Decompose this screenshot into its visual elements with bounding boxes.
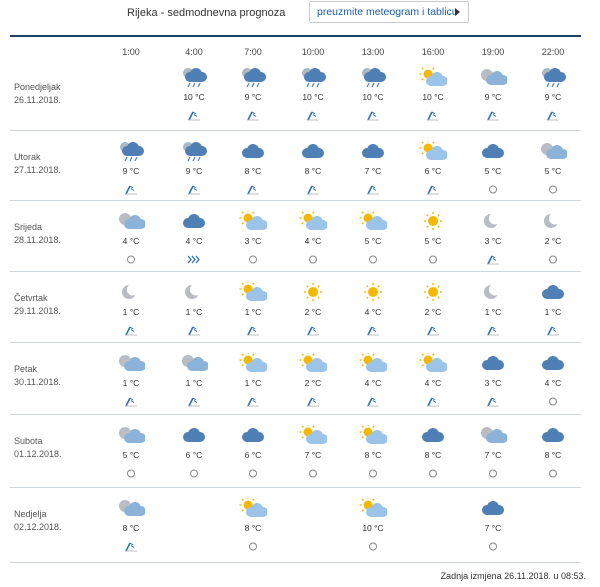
- moon-cloud-icon: [117, 425, 145, 445]
- sun-cloud-icon: [359, 425, 387, 445]
- sun-cloud-icon: [419, 67, 447, 87]
- forecast-day-row: [10, 201, 581, 272]
- wind-icon: [366, 108, 380, 119]
- time-label: 19:00: [481, 47, 505, 57]
- calm-icon: [306, 252, 320, 263]
- day-name: Ponedjeljak: [14, 82, 61, 92]
- forecast-cell: [109, 498, 153, 558]
- cloud-icon: [180, 425, 208, 445]
- forecast-cell: [531, 282, 575, 342]
- forecast-cell: [231, 353, 275, 413]
- forecast-day-row: [10, 488, 581, 562]
- temperature: 1 °C: [122, 307, 140, 317]
- day-name: Srijeda: [14, 222, 43, 232]
- calm-icon: [546, 182, 560, 193]
- sun-icon: [419, 282, 447, 302]
- cloud-rain-icon: [239, 67, 267, 87]
- wind-icon: [426, 108, 440, 119]
- wind-icon: [187, 108, 201, 119]
- forecast-cell: [231, 498, 275, 558]
- temperature: 8 °C: [364, 450, 382, 460]
- time-label: 13:00: [361, 47, 385, 57]
- temperature: 8 °C: [244, 166, 262, 176]
- forecast-cell: [109, 353, 153, 413]
- forecast-cell: [172, 353, 216, 413]
- day-label: [14, 363, 61, 389]
- temperature: 8 °C: [304, 166, 322, 176]
- time-label: 22:00: [541, 47, 565, 57]
- wind-icon: [246, 394, 260, 405]
- temperature: 9 °C: [544, 92, 562, 102]
- wind-icon: [366, 394, 380, 405]
- temperature: 3 °C: [484, 236, 502, 246]
- cloud-icon: [479, 498, 507, 518]
- download-button-label: preuzmite meteogram i tablicu: [317, 6, 458, 18]
- day-label: [14, 292, 61, 318]
- moon-icon: [117, 282, 145, 302]
- day-name: Subota: [14, 436, 43, 446]
- temperature: 5 °C: [364, 236, 382, 246]
- forecast-cell: [231, 211, 275, 271]
- forecast-cell: [109, 211, 153, 271]
- forecast-cell: [531, 211, 575, 271]
- temperature: 5 °C: [424, 236, 442, 246]
- calm-icon: [426, 252, 440, 263]
- calm-icon: [546, 252, 560, 263]
- calm-icon: [306, 466, 320, 477]
- cloud-icon: [539, 353, 567, 373]
- calm-icon: [486, 182, 500, 193]
- download-meteogram-button[interactable]: [309, 1, 469, 23]
- cloud-icon: [359, 141, 387, 161]
- cloud-rain-icon: [180, 67, 208, 87]
- sun-cloud-icon: [359, 498, 387, 518]
- cloud-icon: [239, 141, 267, 161]
- temperature: 4 °C: [364, 307, 382, 317]
- wind-icon: [426, 323, 440, 334]
- wind-icon: [486, 323, 500, 334]
- temperature: 1 °C: [122, 378, 140, 388]
- temperature: 6 °C: [244, 450, 262, 460]
- sun-cloud-icon: [419, 353, 447, 373]
- cloud-icon: [479, 353, 507, 373]
- forecast-cell: [471, 141, 515, 201]
- wind-icon: [486, 394, 500, 405]
- sun-cloud-icon: [299, 211, 327, 231]
- day-label: [14, 221, 61, 247]
- forecast-cell: [531, 425, 575, 485]
- forecast-cell: [351, 67, 395, 127]
- temperature: 2 °C: [304, 378, 322, 388]
- wind-icon: [306, 182, 320, 193]
- temperature: 4 °C: [424, 378, 442, 388]
- wind-icon: [246, 323, 260, 334]
- moon-icon: [479, 282, 507, 302]
- day-date: 01.12.2018.: [14, 449, 62, 459]
- forecast-cell: [109, 141, 153, 201]
- cloud-icon: [479, 141, 507, 161]
- sun-cloud-icon: [239, 498, 267, 518]
- day-date: 27.11.2018.: [14, 165, 61, 175]
- forecast-cell: [471, 67, 515, 127]
- page-header: [0, 0, 600, 30]
- wind-icon: [187, 182, 201, 193]
- forecast-cell: [411, 282, 455, 342]
- sun-icon: [359, 282, 387, 302]
- wind-icon: [124, 539, 138, 550]
- moon-cloud-icon: [479, 67, 507, 87]
- temperature: 4 °C: [364, 378, 382, 388]
- cloud-icon: [299, 141, 327, 161]
- wind-icon: [486, 108, 500, 119]
- cloud-rain-icon: [299, 67, 327, 87]
- page-title: Rijeka - sedmodnevna prognoza: [127, 7, 286, 19]
- temperature: 10 °C: [302, 92, 324, 102]
- temperature: 2 °C: [424, 307, 442, 317]
- wind-icon: [366, 182, 380, 193]
- forecast-cell: [471, 498, 515, 558]
- moon-icon: [180, 282, 208, 302]
- forecast-cell: [411, 425, 455, 485]
- forecast-cell: [172, 67, 216, 127]
- day-label: [14, 435, 62, 461]
- temperature: 4 °C: [185, 236, 203, 246]
- wind-icon: [306, 394, 320, 405]
- temperature: 2 °C: [304, 307, 322, 317]
- day-name: Nedjelja: [14, 509, 47, 519]
- wind-icon: [187, 394, 201, 405]
- calm-icon: [486, 466, 500, 477]
- calm-icon: [546, 466, 560, 477]
- forecast-day-row: [10, 343, 581, 415]
- temperature: 4 °C: [304, 236, 322, 246]
- moon-cloud-icon: [180, 353, 208, 373]
- temperature: 1 °C: [185, 378, 203, 388]
- temperature: 7 °C: [304, 450, 322, 460]
- day-date: 29.11.2018.: [14, 306, 61, 316]
- moon-icon: [539, 211, 567, 231]
- wind-icon: [546, 108, 560, 119]
- wind-icon: [486, 252, 500, 263]
- day-date: 26.11.2018.: [14, 95, 61, 105]
- temperature: 7 °C: [364, 166, 382, 176]
- time-label: 4:00: [185, 47, 203, 57]
- forecast-cell: [411, 211, 455, 271]
- forecast-cell: [172, 211, 216, 271]
- forecast-cell: [351, 498, 395, 558]
- day-label: [14, 508, 62, 534]
- sun-cloud-icon: [359, 353, 387, 373]
- cloud-rain-icon: [539, 67, 567, 87]
- forecast-cell: [291, 282, 335, 342]
- sun-cloud-icon: [359, 211, 387, 231]
- wind-icon: [124, 182, 138, 193]
- table-bottom-border: [10, 562, 581, 563]
- wind-icon: [366, 323, 380, 334]
- calm-icon: [426, 466, 440, 477]
- moon-cloud-icon: [479, 425, 507, 445]
- temperature: 1 °C: [244, 307, 262, 317]
- temperature: 3 °C: [244, 236, 262, 246]
- day-label: [14, 81, 61, 107]
- arrow-right-icon: [455, 8, 460, 16]
- forecast-cell: [471, 353, 515, 413]
- calm-icon: [187, 466, 201, 477]
- forecast-cell: [231, 425, 275, 485]
- gust-icon: [187, 252, 201, 263]
- forecast-cell: [411, 141, 455, 201]
- calm-icon: [246, 539, 260, 550]
- cloud-icon: [419, 425, 447, 445]
- temperature: 1 °C: [244, 378, 262, 388]
- forecast-cell: [291, 425, 335, 485]
- day-name: Utorak: [14, 152, 41, 162]
- sun-cloud-icon: [239, 211, 267, 231]
- moon-cloud-icon: [117, 353, 145, 373]
- temperature: 8 °C: [122, 523, 140, 533]
- temperature: 9 °C: [185, 166, 203, 176]
- forecast-cell: [172, 141, 216, 201]
- wind-icon: [187, 323, 201, 334]
- wind-icon: [426, 182, 440, 193]
- temperature: 7 °C: [484, 523, 502, 533]
- wind-icon: [246, 108, 260, 119]
- forecast-day-row: [10, 415, 581, 488]
- time-label: 7:00: [244, 47, 262, 57]
- time-label: 1:00: [122, 47, 140, 57]
- forecast-cell: [411, 67, 455, 127]
- day-name: Četvrtak: [14, 293, 48, 303]
- day-label: [14, 151, 61, 177]
- calm-icon: [366, 539, 380, 550]
- day-date: 30.11.2018.: [14, 377, 61, 387]
- temperature: 1 °C: [185, 307, 203, 317]
- forecast-cell: [471, 282, 515, 342]
- temperature: 9 °C: [484, 92, 502, 102]
- forecast-cell: [351, 141, 395, 201]
- forecast-cell: [172, 425, 216, 485]
- forecast-cell: [109, 282, 153, 342]
- cloud-rain-icon: [117, 141, 145, 161]
- day-date: 28.11.2018.: [14, 235, 61, 245]
- wind-icon: [124, 323, 138, 334]
- sun-icon: [299, 282, 327, 302]
- wind-icon: [124, 394, 138, 405]
- temperature: 5 °C: [122, 450, 140, 460]
- sun-cloud-icon: [299, 425, 327, 445]
- calm-icon: [124, 252, 138, 263]
- calm-icon: [124, 466, 138, 477]
- time-label: 10:00: [301, 47, 325, 57]
- cloud-icon: [180, 211, 208, 231]
- calm-icon: [246, 252, 260, 263]
- temperature: 6 °C: [185, 450, 203, 460]
- temperature: 10 °C: [362, 523, 384, 533]
- sun-cloud-icon: [299, 353, 327, 373]
- temperature: 10 °C: [362, 92, 384, 102]
- calm-icon: [486, 539, 500, 550]
- sun-cloud-icon: [419, 141, 447, 161]
- forecast-cell: [109, 425, 153, 485]
- forecast-cell: [291, 141, 335, 201]
- temperature: 7 °C: [484, 450, 502, 460]
- cloud-rain-icon: [180, 141, 208, 161]
- moon-cloud-icon: [117, 211, 145, 231]
- calm-icon: [546, 394, 560, 405]
- forecast-cell: [231, 282, 275, 342]
- forecast-cell: [351, 353, 395, 413]
- temperature: 8 °C: [424, 450, 442, 460]
- calm-icon: [246, 466, 260, 477]
- forecast-cell: [231, 141, 275, 201]
- temperature: 8 °C: [244, 523, 262, 533]
- forecast-day-row: [10, 131, 581, 201]
- sun-cloud-icon: [239, 353, 267, 373]
- last-updated-text: Zadnja izmjena 26.11.2018. u 08:53.: [440, 571, 586, 581]
- forecast-cell: [471, 211, 515, 271]
- cloud-icon: [539, 282, 567, 302]
- moon-cloud-icon: [539, 141, 567, 161]
- moon-icon: [479, 211, 507, 231]
- temperature: 5 °C: [484, 166, 502, 176]
- temperature: 5 °C: [544, 166, 562, 176]
- forecast-cell: [291, 211, 335, 271]
- forecast-cell: [291, 67, 335, 127]
- wind-icon: [546, 323, 560, 334]
- day-name: Petak: [14, 364, 38, 374]
- calm-icon: [366, 466, 380, 477]
- temperature: 4 °C: [122, 236, 140, 246]
- forecast-cell: [471, 425, 515, 485]
- forecast-cell: [411, 353, 455, 413]
- calm-icon: [366, 252, 380, 263]
- wind-icon: [426, 394, 440, 405]
- forecast-day-row: [10, 57, 581, 131]
- temperature: 2 °C: [544, 236, 562, 246]
- cloud-icon: [539, 425, 567, 445]
- cloud-rain-icon: [359, 67, 387, 87]
- table-top-border: [10, 35, 581, 37]
- temperature: 9 °C: [122, 166, 140, 176]
- time-label: 16:00: [421, 47, 445, 57]
- forecast-cell: [351, 282, 395, 342]
- forecast-cell: [231, 67, 275, 127]
- wind-icon: [306, 323, 320, 334]
- day-date: 02.12.2018.: [14, 522, 62, 532]
- forecast-cell: [172, 282, 216, 342]
- temperature: 1 °C: [484, 307, 502, 317]
- forecast-cell: [531, 67, 575, 127]
- temperature: 9 °C: [244, 92, 262, 102]
- sun-icon: [419, 211, 447, 231]
- forecast-cell: [351, 425, 395, 485]
- temperature: 10 °C: [183, 92, 205, 102]
- temperature: 8 °C: [544, 450, 562, 460]
- temperature: 1 °C: [544, 307, 562, 317]
- forecast-cell: [351, 211, 395, 271]
- temperature: 6 °C: [424, 166, 442, 176]
- temperature: 3 °C: [484, 378, 502, 388]
- forecast-cell: [531, 141, 575, 201]
- forecast-day-row: [10, 272, 581, 343]
- moon-cloud-icon: [117, 498, 145, 518]
- sun-cloud-icon: [239, 282, 267, 302]
- temperature: 10 °C: [422, 92, 444, 102]
- wind-icon: [306, 108, 320, 119]
- forecast-cell: [531, 353, 575, 413]
- temperature: 4 °C: [544, 378, 562, 388]
- forecast-cell: [291, 353, 335, 413]
- wind-icon: [246, 182, 260, 193]
- cloud-icon: [239, 425, 267, 445]
